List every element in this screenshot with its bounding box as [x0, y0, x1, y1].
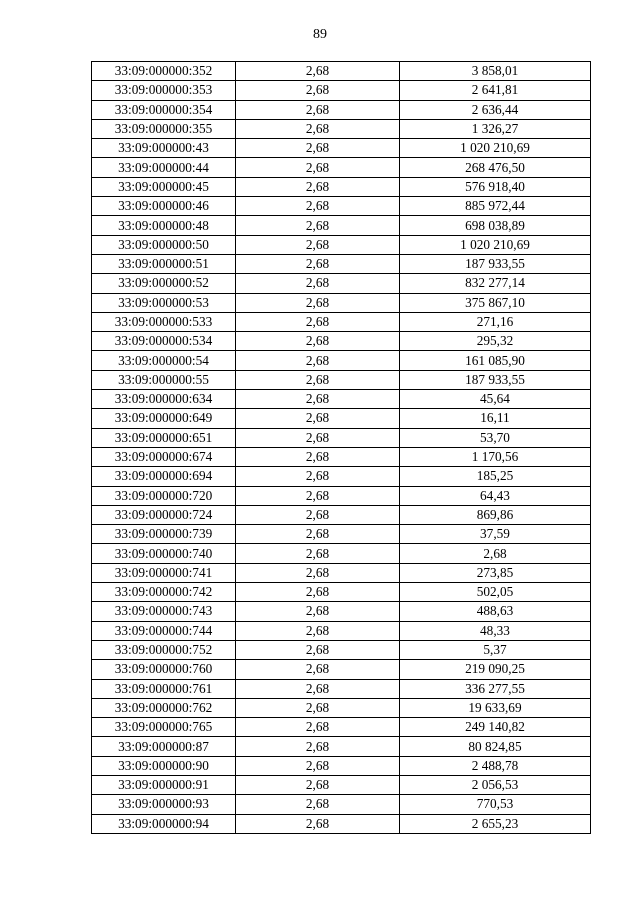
table-row: [92, 795, 591, 814]
amount-cell: 161 085,90: [400, 351, 591, 370]
rate-cell: 2,68: [236, 409, 400, 428]
rate-cell: 2,68: [236, 312, 400, 331]
table-row: [92, 756, 591, 775]
table-row: [92, 563, 591, 582]
cadastral-number-cell: 33:09:000000:739: [92, 525, 236, 544]
rate-cell: 2,68: [236, 177, 400, 196]
cadastral-number-cell: 33:09:000000:94: [92, 814, 236, 833]
cadastral-number-cell: 33:09:000000:740: [92, 544, 236, 563]
cadastral-number-cell: 33:09:000000:762: [92, 698, 236, 717]
rate-cell: 2,68: [236, 563, 400, 582]
amount-cell: 502,05: [400, 583, 591, 602]
table-row: [92, 698, 591, 717]
table-row: [92, 679, 591, 698]
rate-cell: 2,68: [236, 814, 400, 833]
amount-cell: 271,16: [400, 312, 591, 331]
cadastral-number-cell: 33:09:000000:674: [92, 447, 236, 466]
amount-cell: 37,59: [400, 525, 591, 544]
amount-cell: 832 277,14: [400, 274, 591, 293]
rate-cell: 2,68: [236, 293, 400, 312]
cadastral-number-cell: 33:09:000000:52: [92, 274, 236, 293]
rate-cell: 2,68: [236, 119, 400, 138]
rate-cell: 2,68: [236, 679, 400, 698]
table-row: [92, 390, 591, 409]
amount-cell: 273,85: [400, 563, 591, 582]
table-row: [92, 486, 591, 505]
amount-cell: 53,70: [400, 428, 591, 447]
rate-cell: 2,68: [236, 544, 400, 563]
rate-cell: 2,68: [236, 216, 400, 235]
table-row: [92, 177, 591, 196]
cadastral-number-cell: 33:09:000000:694: [92, 467, 236, 486]
rate-cell: 2,68: [236, 718, 400, 737]
table-row: [92, 100, 591, 119]
cadastral-number-cell: 33:09:000000:91: [92, 775, 236, 794]
rate-cell: 2,68: [236, 370, 400, 389]
amount-cell: 185,25: [400, 467, 591, 486]
cadastral-number-cell: 33:09:000000:744: [92, 621, 236, 640]
page-number: 89: [313, 27, 327, 42]
table-row: [92, 583, 591, 602]
rate-cell: 2,68: [236, 698, 400, 717]
rate-cell: 2,68: [236, 139, 400, 158]
cadastral-number-cell: 33:09:000000:93: [92, 795, 236, 814]
amount-cell: 45,64: [400, 390, 591, 409]
amount-cell: 2,68: [400, 544, 591, 563]
rate-cell: 2,68: [236, 428, 400, 447]
table-row: [92, 197, 591, 216]
cadastral-number-cell: 33:09:000000:649: [92, 409, 236, 428]
rate-cell: 2,68: [236, 235, 400, 254]
amount-cell: 2 488,78: [400, 756, 591, 775]
cadastral-table: [91, 61, 591, 834]
rate-cell: 2,68: [236, 274, 400, 293]
amount-cell: 770,53: [400, 795, 591, 814]
amount-cell: 249 140,82: [400, 718, 591, 737]
cadastral-number-cell: 33:09:000000:354: [92, 100, 236, 119]
table-row: [92, 775, 591, 794]
amount-cell: 885 972,44: [400, 197, 591, 216]
cadastral-number-cell: 33:09:000000:741: [92, 563, 236, 582]
rate-cell: 2,68: [236, 81, 400, 100]
table-row: [92, 621, 591, 640]
table-row: [92, 332, 591, 351]
table-row: [92, 274, 591, 293]
cadastral-number-cell: 33:09:000000:534: [92, 332, 236, 351]
table-row: [92, 62, 591, 81]
table-row: [92, 312, 591, 331]
table-row: [92, 139, 591, 158]
rate-cell: 2,68: [236, 756, 400, 775]
amount-cell: 3 858,01: [400, 62, 591, 81]
table-row: [92, 119, 591, 138]
cadastral-number-cell: 33:09:000000:760: [92, 660, 236, 679]
amount-cell: 219 090,25: [400, 660, 591, 679]
amount-cell: 1 170,56: [400, 447, 591, 466]
amount-cell: 869,86: [400, 505, 591, 524]
rate-cell: 2,68: [236, 390, 400, 409]
table-row: [92, 660, 591, 679]
rate-cell: 2,68: [236, 602, 400, 621]
rate-cell: 2,68: [236, 351, 400, 370]
amount-cell: 295,32: [400, 332, 591, 351]
cadastral-number-cell: 33:09:000000:90: [92, 756, 236, 775]
rate-cell: 2,68: [236, 332, 400, 351]
cadastral-number-cell: 33:09:000000:51: [92, 254, 236, 273]
table-body: [92, 62, 591, 834]
rate-cell: 2,68: [236, 505, 400, 524]
rate-cell: 2,68: [236, 583, 400, 602]
amount-cell: 5,37: [400, 640, 591, 659]
rate-cell: 2,68: [236, 447, 400, 466]
cadastral-number-cell: 33:09:000000:55: [92, 370, 236, 389]
rate-cell: 2,68: [236, 62, 400, 81]
rate-cell: 2,68: [236, 254, 400, 273]
cadastral-number-cell: 33:09:000000:761: [92, 679, 236, 698]
cadastral-number-cell: 33:09:000000:720: [92, 486, 236, 505]
table-row: [92, 216, 591, 235]
cadastral-number-cell: 33:09:000000:54: [92, 351, 236, 370]
rate-cell: 2,68: [236, 621, 400, 640]
table-row: [92, 428, 591, 447]
amount-cell: 576 918,40: [400, 177, 591, 196]
rate-cell: 2,68: [236, 737, 400, 756]
amount-cell: 2 056,53: [400, 775, 591, 794]
cadastral-number-cell: 33:09:000000:752: [92, 640, 236, 659]
rate-cell: 2,68: [236, 158, 400, 177]
amount-cell: 80 824,85: [400, 737, 591, 756]
amount-cell: 64,43: [400, 486, 591, 505]
amount-cell: 2 655,23: [400, 814, 591, 833]
rate-cell: 2,68: [236, 486, 400, 505]
cadastral-number-cell: 33:09:000000:352: [92, 62, 236, 81]
table-row: [92, 737, 591, 756]
cadastral-number-cell: 33:09:000000:45: [92, 177, 236, 196]
cadastral-number-cell: 33:09:000000:765: [92, 718, 236, 737]
cadastral-number-cell: 33:09:000000:87: [92, 737, 236, 756]
cadastral-number-cell: 33:09:000000:43: [92, 139, 236, 158]
cadastral-number-cell: 33:09:000000:634: [92, 390, 236, 409]
rate-cell: 2,68: [236, 660, 400, 679]
amount-cell: 336 277,55: [400, 679, 591, 698]
amount-cell: 19 633,69: [400, 698, 591, 717]
table-row: [92, 447, 591, 466]
rate-cell: 2,68: [236, 100, 400, 119]
table-row: [92, 351, 591, 370]
cadastral-number-cell: 33:09:000000:651: [92, 428, 236, 447]
cadastral-number-cell: 33:09:000000:724: [92, 505, 236, 524]
amount-cell: 1 326,27: [400, 119, 591, 138]
table-row: [92, 81, 591, 100]
table-row: [92, 293, 591, 312]
rate-cell: 2,68: [236, 775, 400, 794]
amount-cell: 187 933,55: [400, 370, 591, 389]
table-row: [92, 235, 591, 254]
table-row: [92, 640, 591, 659]
table-row: [92, 718, 591, 737]
rate-cell: 2,68: [236, 525, 400, 544]
amount-cell: 1 020 210,69: [400, 139, 591, 158]
rate-cell: 2,68: [236, 197, 400, 216]
table-row: [92, 602, 591, 621]
table-row: [92, 254, 591, 273]
table-row: [92, 370, 591, 389]
amount-cell: 2 641,81: [400, 81, 591, 100]
amount-cell: 268 476,50: [400, 158, 591, 177]
amount-cell: 48,33: [400, 621, 591, 640]
cadastral-number-cell: 33:09:000000:48: [92, 216, 236, 235]
table-row: [92, 467, 591, 486]
cadastral-number-cell: 33:09:000000:46: [92, 197, 236, 216]
amount-cell: 488,63: [400, 602, 591, 621]
cadastral-number-cell: 33:09:000000:53: [92, 293, 236, 312]
cadastral-number-cell: 33:09:000000:353: [92, 81, 236, 100]
cadastral-number-cell: 33:09:000000:743: [92, 602, 236, 621]
amount-cell: 2 636,44: [400, 100, 591, 119]
cadastral-number-cell: 33:09:000000:533: [92, 312, 236, 331]
rate-cell: 2,68: [236, 467, 400, 486]
amount-cell: 375 867,10: [400, 293, 591, 312]
table-row: [92, 525, 591, 544]
amount-cell: 698 038,89: [400, 216, 591, 235]
table-row: [92, 505, 591, 524]
table-row: [92, 814, 591, 833]
amount-cell: 187 933,55: [400, 254, 591, 273]
cadastral-number-cell: 33:09:000000:742: [92, 583, 236, 602]
amount-cell: 16,11: [400, 409, 591, 428]
cadastral-number-cell: 33:09:000000:355: [92, 119, 236, 138]
amount-cell: 1 020 210,69: [400, 235, 591, 254]
table-row: [92, 409, 591, 428]
rate-cell: 2,68: [236, 640, 400, 659]
rate-cell: 2,68: [236, 795, 400, 814]
cadastral-number-cell: 33:09:000000:50: [92, 235, 236, 254]
cadastral-number-cell: 33:09:000000:44: [92, 158, 236, 177]
table-row: [92, 158, 591, 177]
table-row: [92, 544, 591, 563]
